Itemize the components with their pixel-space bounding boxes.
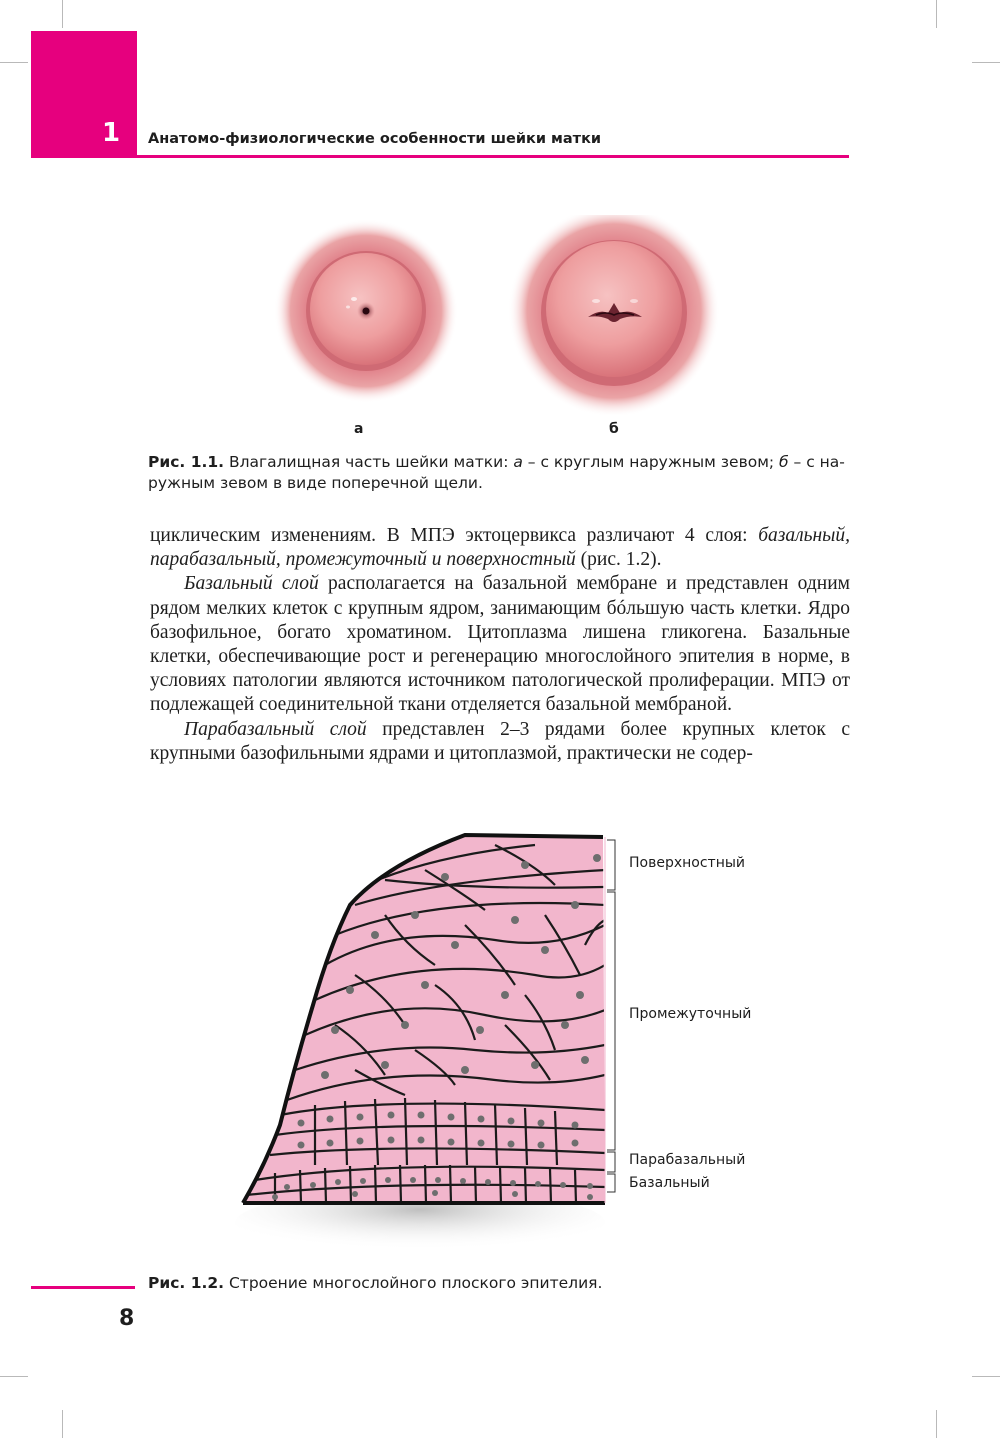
figure-1-2-epithelium-diagram xyxy=(235,825,625,1265)
label-basal-layer: Базальный xyxy=(629,1175,710,1191)
crop-mark xyxy=(0,62,28,63)
caption-prefix: Рис. 1.1. xyxy=(148,453,225,471)
crop-mark xyxy=(62,1410,63,1438)
paragraph-1 xyxy=(150,524,850,572)
label-intermediate-layer: Промежуточный xyxy=(629,1006,752,1022)
crop-mark xyxy=(0,1376,28,1377)
caption-text: – с на- xyxy=(788,453,845,471)
caption-prefix: Рис. 1.2. xyxy=(148,1274,225,1292)
header-rule xyxy=(137,155,849,158)
caption-text-line2: ружным зевом в виде поперечной щели. xyxy=(148,474,483,492)
footer-rule xyxy=(31,1286,135,1289)
layer-brackets xyxy=(605,830,629,1200)
crop-mark xyxy=(62,0,63,28)
paragraph-text: располагается на базальной мембране и представлен одним рядом мелких клеток с крупным ядром, занимающим бóльшую часть клетки. Ядро базофильное, богато хроматином. Цитоплазма лишена гликогена. Базальные клетки, обеспечивающие рост и регенерацию многослойного эпителия в норме, в условиях патологии являются источником патологической пролиферации. МПЭ от подлежащей соединительной ткани отделяется базальной мембраной. xyxy=(150,573,850,716)
paragraph-3 xyxy=(150,718,850,766)
figure-1-2-caption xyxy=(148,1273,602,1294)
crop-mark xyxy=(936,1410,937,1438)
term-basal-layer: Базальный слой xyxy=(184,573,319,595)
paragraph-text: циклическим изменениям. В МПЭ эктоцервикса различают 4 слоя: xyxy=(150,525,759,546)
paragraph-2 xyxy=(150,572,850,717)
caption-italic-b: б xyxy=(779,453,789,471)
caption-text: Строение многослойного плоского эпителия. xyxy=(224,1274,603,1292)
figure-1-1-illustration xyxy=(270,215,740,415)
page-number: 8 xyxy=(119,1306,135,1331)
cervix-round-os xyxy=(274,219,458,403)
term-parabasal-layer: Парабазальный слой xyxy=(184,718,367,740)
body-text xyxy=(150,524,850,766)
figure-1-1-caption xyxy=(148,452,845,494)
figure-label-b: б xyxy=(609,421,619,437)
crop-mark xyxy=(972,62,1000,63)
paragraph-text: представлен 2–3 рядами более крупных клеток с крупными базофильными ядрами и цитоплазмой, практически не содер- xyxy=(150,718,850,764)
running-header-title: Анатомо-физиологические особенности шейки матки xyxy=(148,131,602,147)
paragraph-text: (рис. 1.2). xyxy=(575,549,662,571)
paragraph-italic: базальный, парабазальный, промежуточный и поверхностный xyxy=(150,525,850,571)
label-parabasal-layer: Парабазальный xyxy=(629,1152,746,1168)
crop-mark xyxy=(972,1376,1000,1377)
crop-mark xyxy=(936,0,937,28)
figure-label-a: а xyxy=(354,421,364,437)
label-superficial-layer: Поверхностный xyxy=(629,855,746,871)
caption-italic-a: а xyxy=(513,453,523,471)
caption-text: – с круглым наружным зевом; xyxy=(522,453,780,471)
chapter-number: 1 xyxy=(101,118,121,148)
cervix-slit-os xyxy=(508,215,720,415)
caption-text: Влагалищная часть шейки матки: xyxy=(224,453,514,471)
